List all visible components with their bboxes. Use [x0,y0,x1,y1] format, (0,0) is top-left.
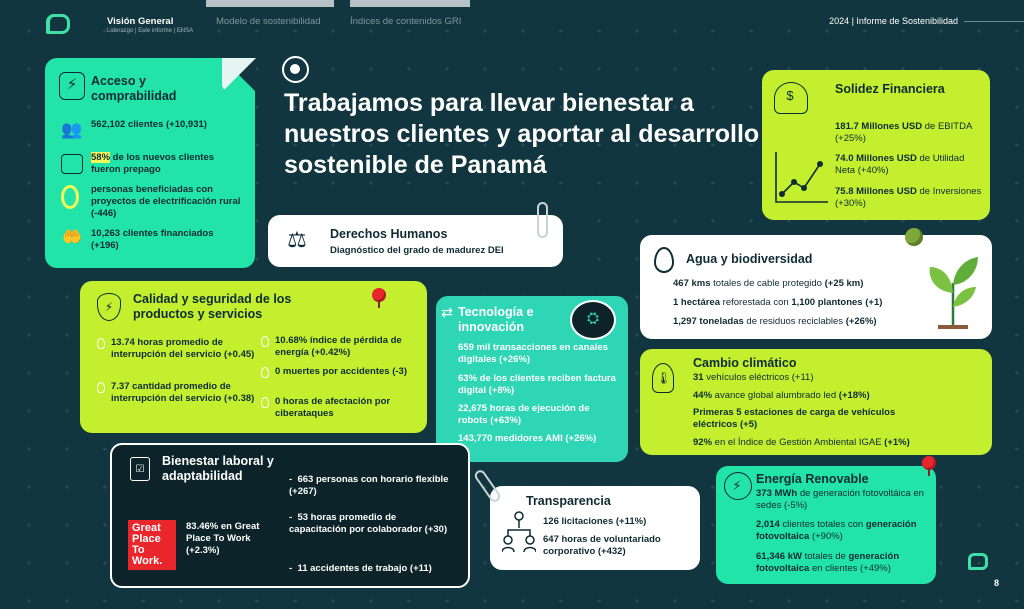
stat-voluntariado: 647 horas de voluntariado corporativo (+432) [543,534,661,557]
card-title: Energía Renovable [756,472,869,486]
bulb-icon [261,336,269,347]
card-title: Tecnología e innovación [458,305,534,334]
chip-icon: ⛭ [570,300,616,340]
stat-inversiones: 75.8 Millones USD de Inversiones (+30%) [835,186,982,209]
stat-medidores: 143,770 medidores AMI (+26%) [458,433,597,444]
card-derechos-humanos [268,215,563,267]
bulb-icon [261,367,269,378]
card-title: Solidez Financiera [835,82,945,96]
pushpin-icon [372,288,386,302]
network-people-icon [502,510,536,552]
card-title: Bienestar laboral y adaptabilidad [162,454,274,483]
tab-vision-general[interactable]: Visión General [107,16,174,27]
stat-robots: 22,675 horas de ejecución de robots (+63%) [458,403,590,426]
stat-licitaciones: 126 licitaciones (+11%) [543,516,647,527]
stat-estaciones-carga: Primeras 5 estaciones de carga de vehículos eléctricos (+5) [693,407,896,430]
page-number: 8 [994,578,1000,588]
tab-indicator [350,0,470,7]
great-place-to-work-logo: Great Place To Work. [128,520,176,570]
card-tecnologia [436,296,628,462]
energy-cycle-icon: ⚡ [724,472,752,500]
stat-gptw: 83.46% en Great Place To Work (+2.3%) [186,521,260,556]
stat-igae: 92% en el Índice de Gestión Ambiental IGAE (+1%) [693,437,910,448]
growth-chart-icon [772,148,830,206]
ensa-logo-icon [46,14,70,34]
money-hand-icon: $ [774,82,808,114]
paperclip-icon [537,202,548,238]
clipboard-icon: ☑ [130,457,150,481]
stat-residuos: 1,297 toneladas de residuos reciclables (+26%) [673,316,877,327]
tab-modelo-sostenibilidad[interactable]: Modelo de sostenibilidad [216,16,321,27]
card-title: Calidad y seguridad de los productos y servicios [133,292,292,321]
stat-utilidad: 74.0 Millones USD de Utilidad Neta (+40%) [835,153,965,176]
card-solidez-financiera [762,70,990,220]
card-cambio-climatico [640,349,992,455]
stat-muertes: 0 muertes por accidentes (-3) [275,366,407,377]
stat-perdida-energia: 10.68% índice de pérdida de energía (+0.42%) [275,335,402,358]
stat-cable: 467 kms totales de cable protegido (+25 km) [673,278,864,289]
stat-interrupcion-cantidad: 7.37 cantidad promedio de interrupción del servicio (+0.38) [111,381,255,404]
header-divider [964,21,1024,22]
bulb-icon [261,397,269,408]
stat-clientes-fotovoltaica: 2,014 clientes totales con generación fotovoltaica (+90%) [756,519,917,542]
tab-vision-general-sub: Liderazgo | Este informe | ENSA [107,28,194,34]
stat-vehiculos: 31 vehículos eléctricos (+11) [693,372,814,383]
stat-alumbrado: 44% avance global alumbrado led (+18%) [693,390,870,401]
highlight-value: 58% [91,152,111,163]
card-title: Derechos Humanos [330,227,448,241]
stat-kw-clientes: 61,346 kW totales de generación fotovoltaica en clientes (+49%) [756,551,900,574]
card-agua-biodiversidad [640,235,992,339]
stat-capacitacion: - 53 horas promedio de capacitación por colaborador (+30) [289,512,448,535]
card-title: Acceso y comprabilidad [91,74,177,103]
stat-mwh-sedes: 373 MWh de generación fotovoltáica en sedes (-5%) [756,488,924,511]
target-icon [282,56,309,83]
stat-interrupcion-horas: 13.74 horas promedio de interrupción del servicio (+0.45) [111,337,255,360]
water-drop-icon [654,247,674,273]
stat-factura-digital: 63% de los clientes reciben factura digital (+8%) [458,373,616,396]
bulb-icon [97,338,105,349]
card-energia-renovable [716,466,936,584]
card-title: Agua y biodiversidad [686,252,813,266]
tab-indicator [206,0,334,7]
bulb-icon [61,185,79,209]
scales-icon: ⚖ [287,227,307,252]
stat-transacciones: 659 mil transacciones en canales digitales (+26%) [458,342,608,365]
card-calidad-seguridad [80,281,427,433]
stat-financiados: 10,263 clientes financiados (+196) [91,228,214,251]
card-title: Cambio climático [693,356,797,370]
stat-clientes: 562,102 clientes (+10,931) [91,119,207,130]
stat-horario-flexible: - 663 personas con horario flexible (+267) [289,474,449,497]
circuit-icon: ⇄ [441,304,453,320]
people-icon: 👥 [61,120,83,139]
stat-electrificacion: personas beneficiadas con proyectos de electrificación rural (-446) [91,184,241,219]
stat-prepago-text: de los nuevos clientes fueron prepago [91,152,215,175]
meter-icon [61,154,83,174]
plug-icon: ⚡ [59,72,85,100]
tab-indices-gri[interactable]: Índices de contenidos GRI [350,16,462,27]
card-transparencia [490,486,700,570]
pushpin-icon [922,456,936,470]
stat-ebitda: 181.7 Millones USD de EBITDA (+25%) [835,121,972,144]
shield-icon: ⚡ [97,293,121,321]
pushpin-icon [905,228,923,246]
report-title: 2024 | Informe de Sostenibilidad [829,16,958,26]
plant-icon [922,253,984,331]
stat-prepago [91,152,241,176]
hand-coin-icon: 🤲 [62,229,82,246]
thermometer-leaf-icon: 🌡 [652,363,674,393]
stat-reforestada: 1 hectárea reforestada con 1,100 plantones (+1) [673,297,883,308]
derechos-subtitle: Diagnóstico del grado de madurez DEI [330,245,504,256]
page-curl [222,58,256,92]
stat-ciberataques: 0 horas de afectación por ciberataques [275,396,391,419]
page-title: Trabajamos para llevar bienestar a nuestros clientes y aportar al desarrollo sostenible de Panamá [284,89,760,179]
bulb-icon [97,382,105,393]
card-title: Transparencia [526,494,611,508]
stat-accidentes: - 11 accidentes de trabajo (+11) [289,563,432,574]
ensa-logo-icon [968,553,988,570]
